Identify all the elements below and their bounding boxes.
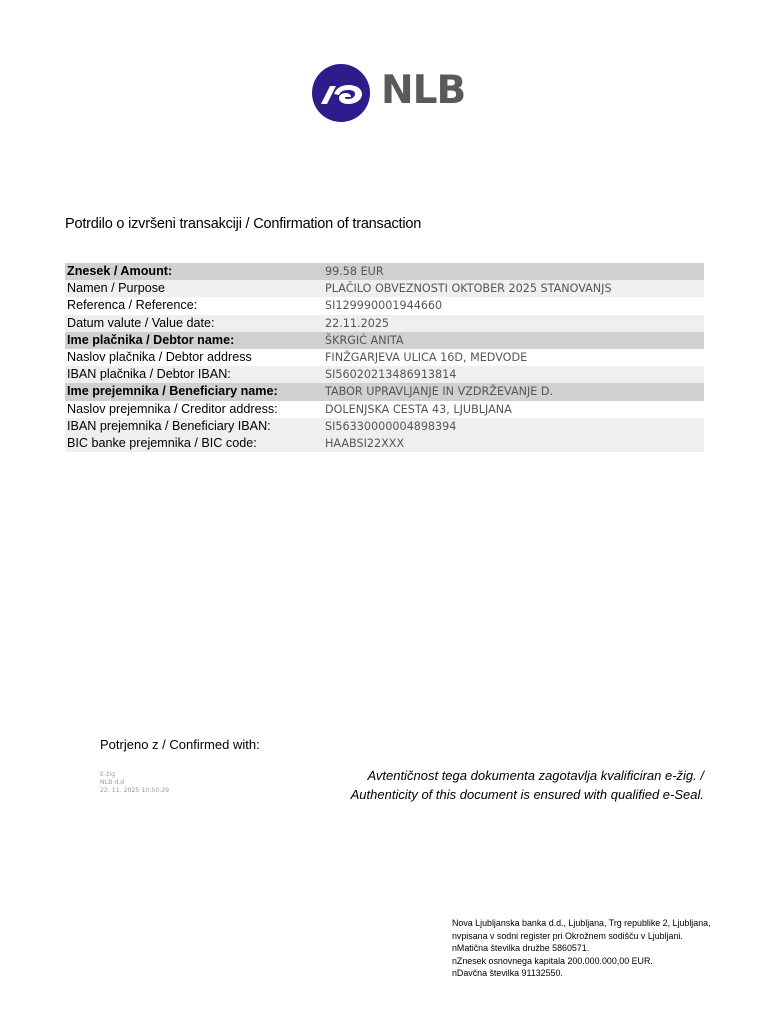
row-label: Naslov prejemnika / Creditor address: [65, 401, 321, 418]
seal-line: E-žig [100, 771, 116, 778]
nlb-emblem-icon [312, 64, 370, 122]
row-value: SI129990001944660 [321, 297, 704, 314]
table-row [65, 315, 704, 332]
table-row [65, 280, 704, 297]
row-value: ŠKRGIĆ ANITA [321, 332, 704, 349]
logo-wordmark: NLB [381, 68, 466, 113]
row-label: Naslov plačnika / Debtor address [65, 349, 321, 366]
row-label: IBAN prejemnika / Beneficiary IBAN: [65, 418, 321, 435]
row-label: Ime plačnika / Debtor name: [65, 332, 321, 349]
confirmed-with-label: Potrjeno z / Confirmed with: [100, 737, 260, 752]
row-value: SI56020213486913814 [321, 366, 704, 383]
authenticity-line-english: Authenticity of this document is ensured with qualified e-Seal. [350, 786, 704, 802]
table-row [65, 418, 704, 435]
row-value: 22.11.2025 [321, 315, 704, 332]
row-value: FINŽGARJEVA ULICA 16D, MEDVODE [321, 349, 704, 366]
seal-line: NLB d.d [100, 779, 125, 786]
row-value: SI56330000004898394 [321, 418, 704, 435]
table-row [65, 435, 704, 452]
e-seal-stamp [100, 771, 169, 795]
row-label: Ime prejemnika / Beneficiary name: [65, 383, 321, 400]
footer-line: Nova Ljubljanska banka d.d., Ljubljana, Trg republike 2, Ljubljana, [452, 918, 711, 928]
transaction-table [65, 263, 704, 452]
nlb-logo [312, 62, 466, 122]
authenticity-line-slovene: Avtentičnost tega dokumenta zagotavlja kvalificiran e-žig. / [367, 768, 704, 783]
row-label: Namen / Purpose [65, 280, 321, 297]
table-row [65, 349, 704, 366]
table-row [65, 401, 704, 418]
row-value: PLAČILO OBVEZNOSTI OKTOBER 2025 STANOVANJS [321, 280, 704, 297]
footer-line: nvpisana v sodni register pri Okrožnem sodišču v Ljubljani. [452, 930, 683, 941]
row-label: Znesek / Amount: [65, 263, 321, 280]
footer-line: nMatična številka družbe 5860571. [452, 943, 590, 954]
table-row [65, 263, 704, 280]
footer-line: nDavčna številka 91132550. [452, 968, 563, 979]
table-row [65, 383, 704, 400]
seal-timestamp: 22. 11. 2025 10:50:29 [100, 787, 170, 794]
row-label: IBAN plačnika / Debtor IBAN: [65, 366, 321, 383]
row-value: DOLENJSKA CESTA 43, LJUBLJANA [321, 401, 704, 418]
footer-line: nZnesek osnovnega kapitala 200.000.000,00 EUR. [452, 955, 653, 966]
table-row [65, 332, 704, 349]
row-label: BIC banke prejemnika / BIC code: [65, 435, 321, 452]
row-label: Referenca / Reference: [65, 297, 321, 314]
page-title: Potrdilo o izvršeni transakciji / Confirmation of transaction [65, 216, 422, 232]
row-value: HAABSI22XXX [321, 435, 704, 452]
authenticity-note [351, 767, 704, 804]
table-row [65, 366, 704, 383]
row-label: Datum valute / Value date: [65, 315, 321, 332]
table-row [65, 297, 704, 314]
row-value: TABOR UPRAVLJANJE IN VZDRŽEVANJE D. [321, 383, 704, 400]
bank-footer [452, 917, 711, 980]
row-value: 99.58 EUR [321, 263, 704, 280]
